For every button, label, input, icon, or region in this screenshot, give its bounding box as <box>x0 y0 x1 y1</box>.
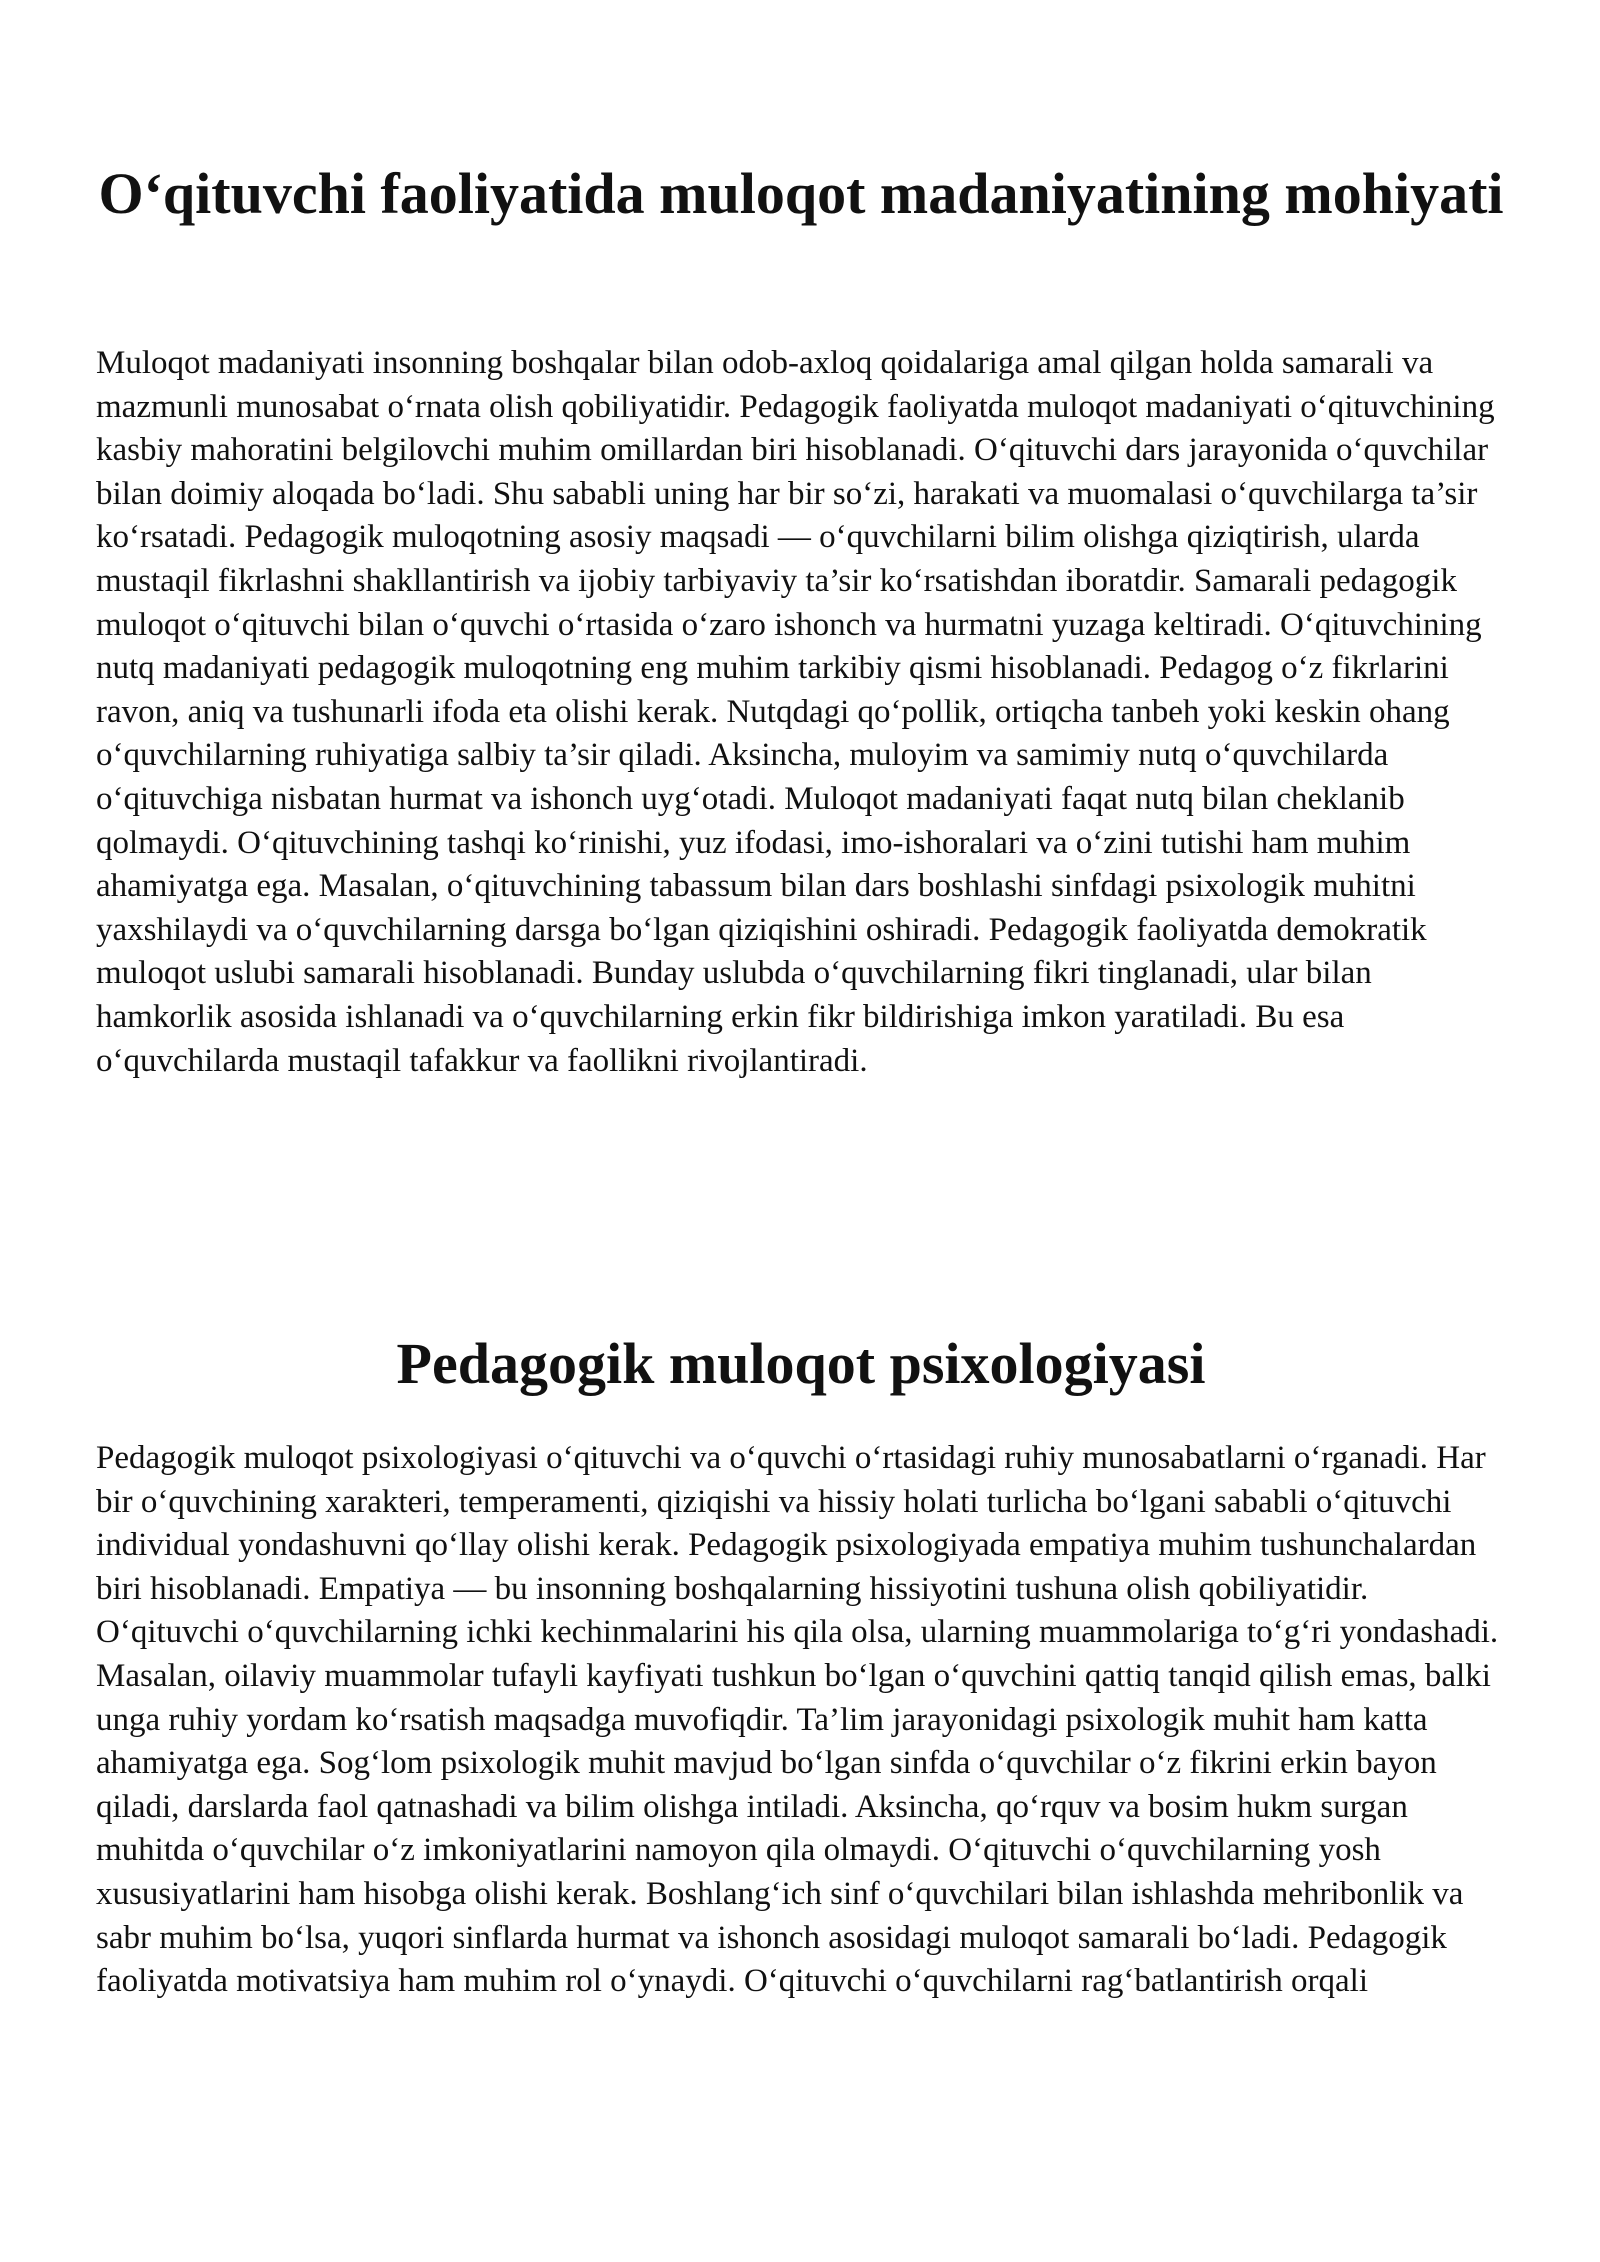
section-title: Pedagogik muloqot psixologiyasi <box>396 1331 1206 1396</box>
section-title: O‘qituvchi faoliyatida muloqot madaniyatining mohiyati <box>98 161 1504 226</box>
section-paragraph: Muloqot madaniyati insonning boshqalar bilan odob-axloq qoidalariga amal qilgan holda samarali va mazmunli munosabat o‘rnata olish qobiliyatidir. Pedagogik faoliyatda muloqot madaniyati o‘qituvchining kasbiy mahoratini belgilovchi muhim omillardan biri hisoblanadi. O‘qituvchi dars jarayonida o‘quvchilar bilan doimiy aloqada bo‘ladi. Shu sababli uning har bir so‘zi, harakati va muomalasi o‘quvchilarga ta’sir ko‘rsatadi. Pedagogik muloqotning asosiy maqsadi — o‘quvchilarni bilim olishga qiziqtirish, ularda mustaqil fikrlashni shakllantirish va ijobiy tarbiyaviy ta’sir ko‘rsatishdan iboratdir. Samarali pedagogik muloqot o‘qituvchi bilan o‘quvchi o‘rtasida o‘zaro ishonch va hurmatni yuzaga keltiradi. O‘qituvchining nutq madaniyati pedagogik muloqotning eng muhim tarkibiy qismi hisoblanadi. Pedagog o‘z fikrlarini ravon, aniq va tushunarli ifoda eta olishi kerak. Nutqdagi qo‘pollik, ortiqcha tanbeh yoki keskin ohang o‘quvchilarning ruhiyatiga salbiy ta’sir qiladi. Aksincha, muloyim va samimiy nutq o‘quvchilarda o‘qituvchiga nisbatan hurmat va ishonch uyg‘otadi. Muloqot madaniyati faqat nutq bilan cheklanib qolmaydi. O‘qituvchining tashqi ko‘rinishi, yuz ifodasi, imo-ishoralari va o‘zini tutishi ham muhim ahamiyatga ega. Masalan, o‘qituvchining tabassum bilan dars boshlashi sinfdagi psixologik muhitni yaxshilaydi va o‘quvchilarning darsga bo‘lgan qiziqishini oshiradi. Pedagogik faoliyatda demokratik muloqot uslubi samarali hisoblanadi. Bunday uslubda o‘quvchilarning fikri tinglanadi, ular bilan hamkorlik asosida ishlanadi va o‘quvchilarning erkin fikr bildirishiga imkon yaratiladi. Bu esa o‘quvchilarda mustaqil tafakkur va faollikni rivojlantiradi. <box>96 345 1495 1079</box>
section-paragraph: Pedagogik muloqot psixologiyasi o‘qituvchi va o‘quvchi o‘rtasidagi ruhiy munosabatlarni o‘rganadi. Har bir o‘quvchining xarakteri, temperamenti, qiziqishi va hissiy holati turlicha bo‘lgani sababli o‘qituvchi individual yondashuvni qo‘llay olishi kerak. Pedagogik psixologiyada empatiya muhim tushunchalardan biri hisoblanadi. Empatiya — bu insonning boshqalarning hissiyotini tushuna olish qobiliyatidir. O‘qituvchi o‘quvchilarning ichki kechinmalarini his qila olsa, ularning muammolariga to‘g‘ri yondashadi. Masalan, oilaviy muammolar tufayli kayfiyati tushkun bo‘lgan o‘quvchini qattiq tanqid qilish emas, balki unga ruhiy yordam ko‘rsatish maqsadga muvofiqdir. Ta’lim jarayonidagi psixologik muhit ham katta ahamiyatga ega. Sog‘lom psixologik muhit mavjud bo‘lgan sinfda o‘quvchilar o‘z fikrini erkin bayon qiladi, darslarda faol qatnashadi va bilim olishga intiladi. Aksincha, qo‘rquv va bosim hukm surgan muhitda o‘quvchilar o‘z imkoniyatlarini namoyon qila olmaydi. O‘qituvchi o‘quvchilarning yosh xususiyatlarini ham hisobga olishi kerak. Boshlang‘ich sinf o‘quvchilari bilan ishlashda mehribonlik va sabr muhim bo‘lsa, yuqori sinflarda hurmat va ishonch asosidagi muloqot samarali bo‘ladi. Pedagogik faoliyatda motivatsiya ham muhim rol o‘ynaydi. O‘qituvchi o‘quvchilarni rag‘batlantirish orqali <box>96 1440 1499 2000</box>
